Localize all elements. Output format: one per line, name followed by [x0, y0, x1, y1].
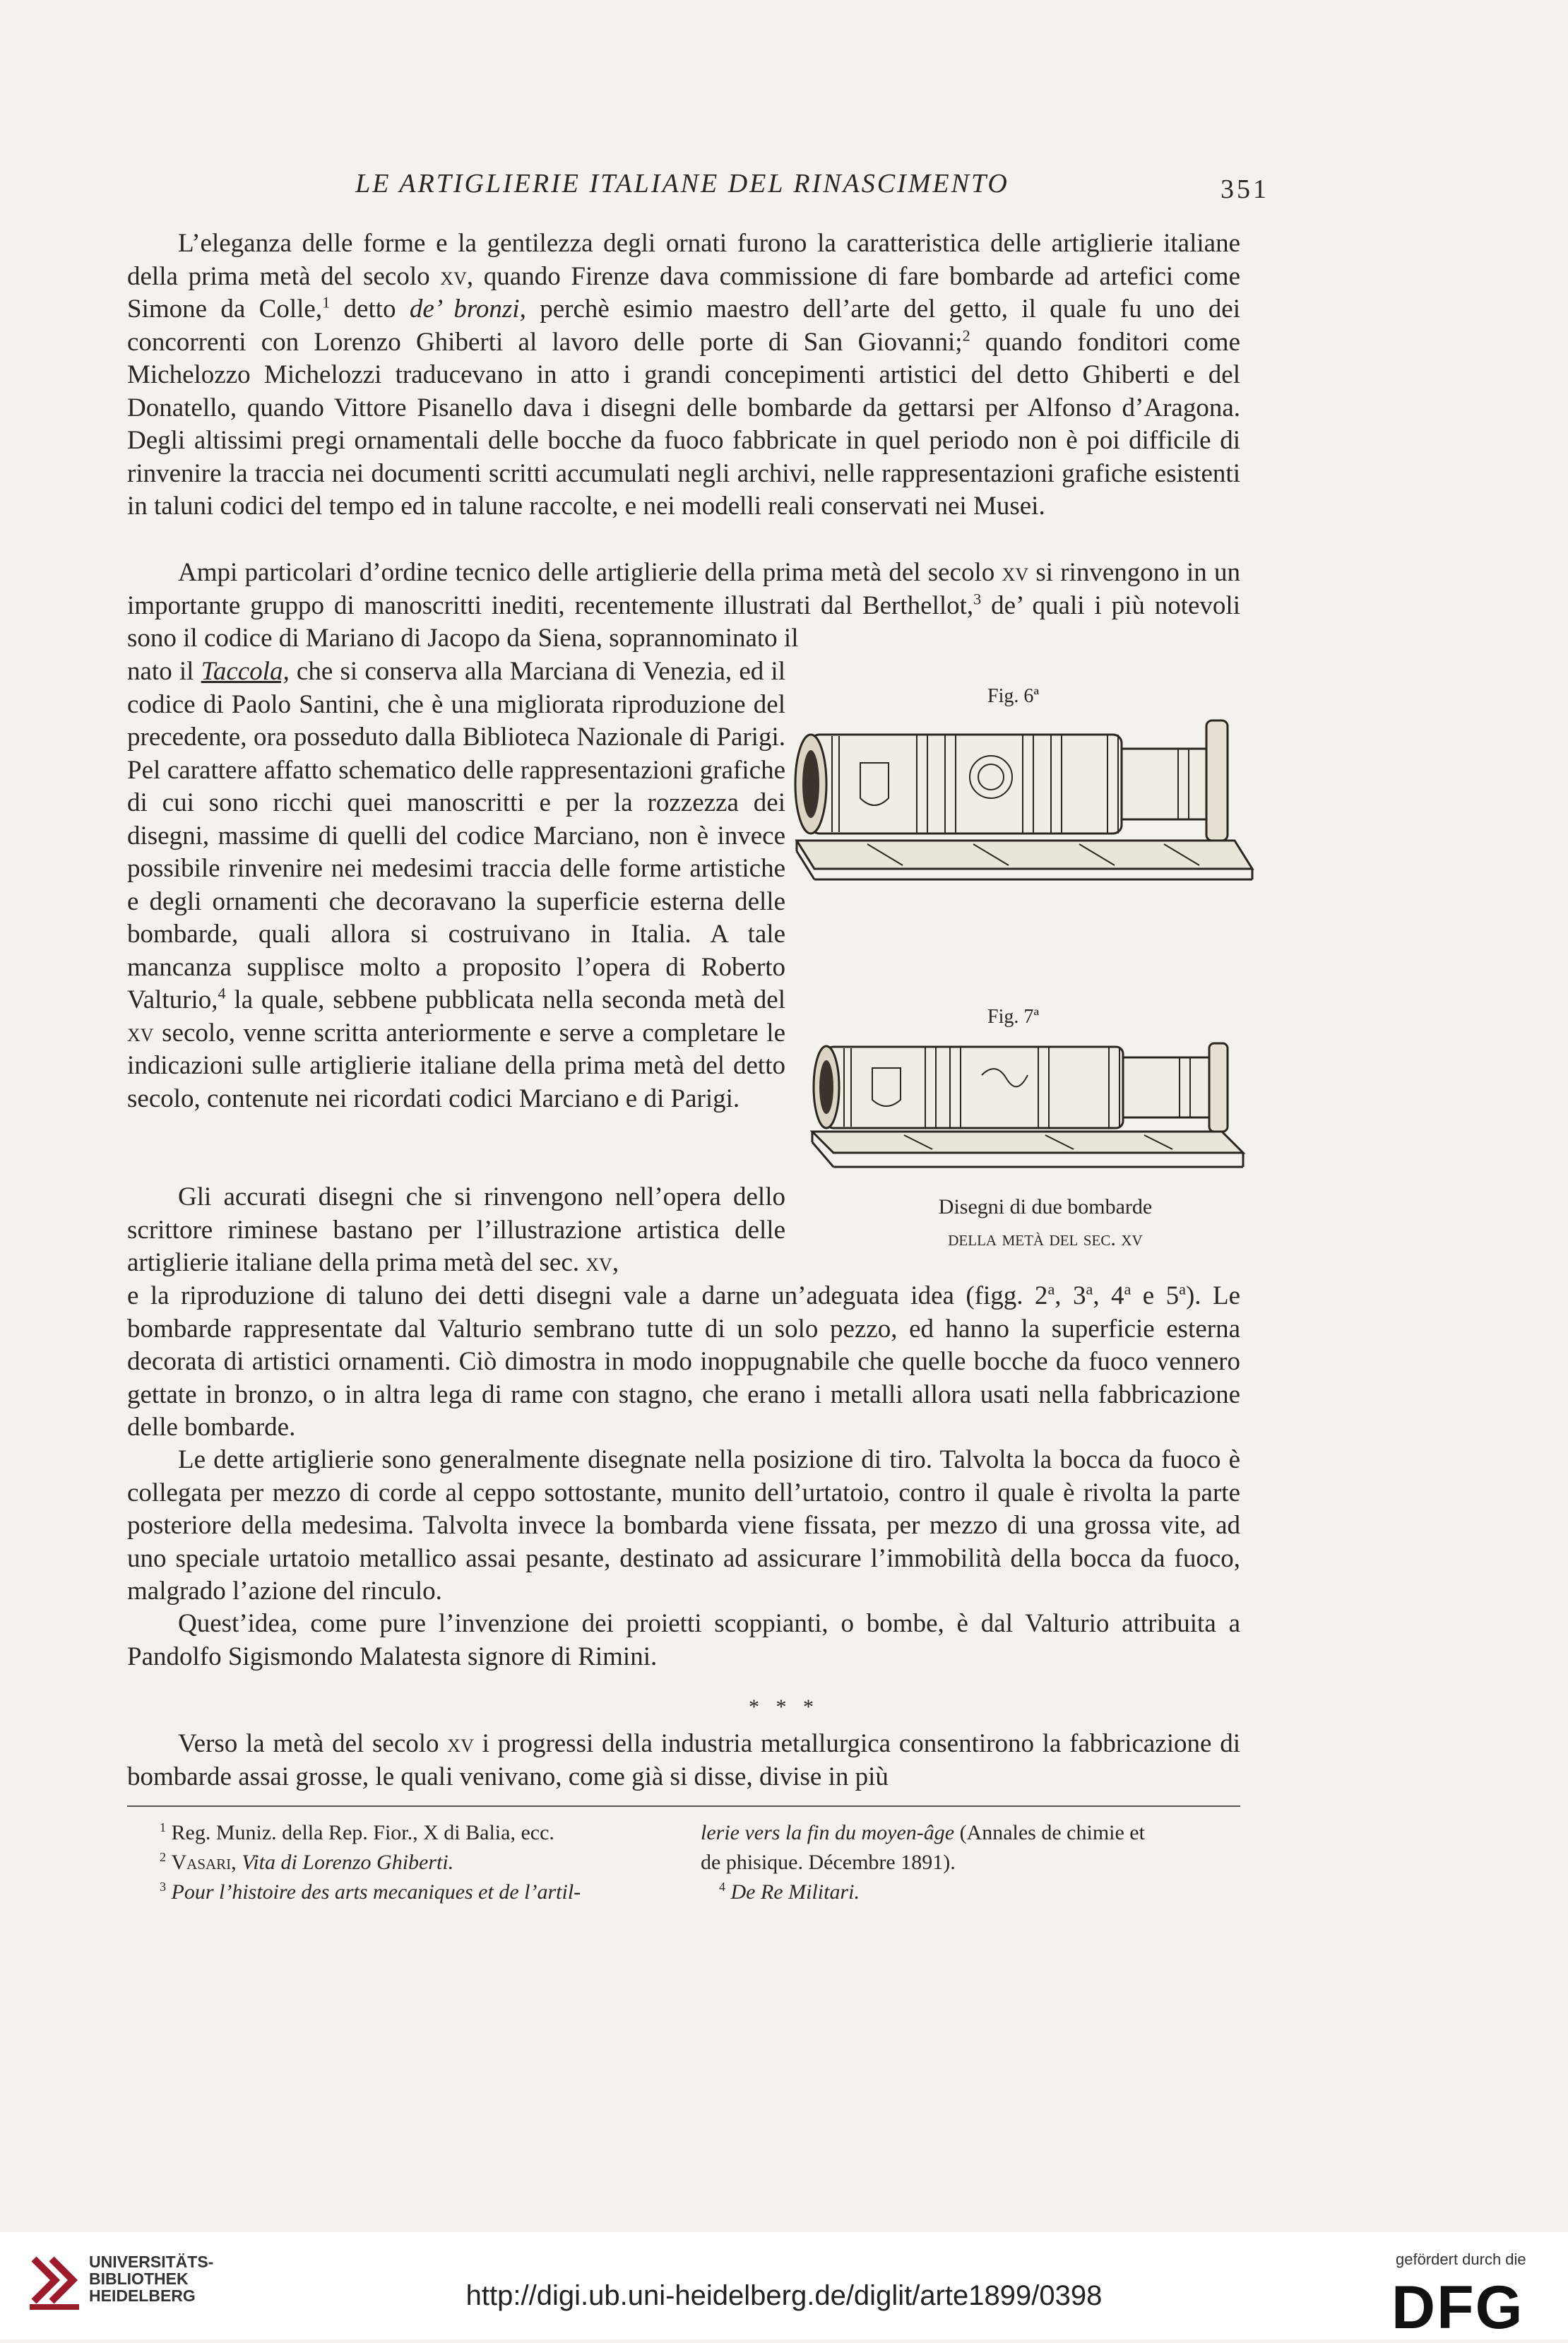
footnote-4: $^4$ De Re Militari. [719, 1880, 860, 1904]
footnote-2: $^2$ Vasari, Vita di Lorenzo Ghiberti. [160, 1850, 454, 1874]
running-head: LE ARTIGLIERIE ITALIANE DEL RINASCIMENTO [355, 169, 1009, 198]
page-number: 351 [1220, 174, 1269, 204]
footnote-ref: 4 [218, 984, 226, 1002]
section-separator: * * * [749, 1695, 819, 1719]
paragraph-3-column: Gli accurati disegni che si rinvengono nell’opera dello scrittore riminese bastano per l’illustrazione artistica delle artiglierie italiane della prima metà del sec. xv, [127, 1182, 785, 1277]
footnote-1: $^1$ Reg. Muniz. della Rep. Fior., X di Balia, ecc. [160, 1820, 554, 1844]
paragraph-6: Verso la metà del secolo xv i progressi della industria metallurgica consentirono la fabbricazione di bombarde assai grosse, le quali venivano, come già si disse, divise in più [127, 1729, 1240, 1791]
paragraph-2-intro: Ampi particolari d’ordine tecnico delle artiglierie della prima metà del secolo xv si rinvengono in un importante gruppo di manoscritti inediti, recentemente illustrati dal Berthellot,$^3$ de’ quali i più notevoli sono il codice di Mariano di Jacopo da Siena, soprannominato il [127, 558, 1240, 653]
footnote-ref: 3 [973, 590, 982, 608]
footnote-3-continued: lerie vers la fin du moyen-âge (Annales de chimie et [701, 1821, 1145, 1844]
footnote-ref: 1 [322, 293, 331, 312]
funding-note: gefördert durch die [1396, 2250, 1526, 2268]
footnote-ref: 2 [962, 326, 970, 345]
paragraph-2-column: nato il Taccola, che si conserva alla Marciana di Venezia, ed il codice di Paolo Santini, che è una migliorata riproduzione del precedente, ora posseduto dalla Biblioteca Nazionale di Parigi. Pel carattere affatto schematico delle rappresentazioni grafiche di cui sono ricchi quei manoscritti e per la rozzezza dei disegni, massime di quelli del codice Marciano, non è invece possibile rinvenire nei medesimi traccia delle forme artistiche e degli ornamenti che decoravano la superficie esterna delle bombarde, quali allora si costruivano in Italia. A tale mancanza supplisce molto a proposito l’opera di Roberto Valturio,$^4$ la quale, sebbene pubblicata nella seconda metà del xv secolo, venne scritta anteriormente e serve a completare le indicazioni sulle artiglierie italiane della prima metà del detto secolo, contenute nei ricordati codici Marciano e di Parigi. [127, 657, 785, 1113]
figure-caption: Disegni di due bombarde della metà del sec. xv [938, 1195, 1153, 1250]
library-name: UNIVERSITÄTS- BIBLIOTHEK HEIDELBERG [89, 2253, 214, 2305]
paragraph-5: Quest’idea, come pure l’invenzione dei proietti scoppianti, o bombe, è dal Valturio attribuita a Pandolfo Sigismondo Malatesta signore di Rimini. [127, 1609, 1240, 1671]
bombard-illustration-fig-6 [783, 706, 1256, 883]
dfg-logo: DFG [1391, 2274, 1524, 2342]
bombard-illustration-fig-7 [805, 1033, 1250, 1174]
paragraph-1: L’eleganza delle forme e la gentilezza degli ornati furono la caratteristica delle artiglierie italiane della prima metà del secolo xv, quando Firenze dava commissione di fare bombarde ad artefici come Simone da Colle,$^1$ detto de’ bronzi, perchè esimio maestro dell’arte del getto, il quale fu uno dei concorrenti con Lorenzo Ghiberti al lavoro delle porte di San Giovanni;$^2$ quando fonditori come Michelozzo Michelozzi traducevano in atto i grandi concepimenti artistici del detto Ghiberti e del Donatello, quando Vittore Pisanello dava i disegni delle bombarde da gettarsi per Alfonso d’Aragona. Degli altissimi pregi ornamentali delle bocche da fuoco fabbricate in quel periodo non è poi difficile di rinvenire la traccia nei documenti scritti accumulati negli archivi, nelle rappresentazioni grafiche esistenti in taluni codici del tempo ed in talune raccolte, e nei modelli reali conservati nei Musei. [127, 229, 1240, 521]
fig-7-label: Fig. 7ª [987, 1006, 1040, 1028]
source-url-link[interactable]: http://digi.ub.uni-heidelberg.de/diglit/arte1899/0398 [465, 2280, 1103, 2311]
paragraph-3: e la riproduzione di taluno dei detti disegni vale a darne un’adeguata idea (figg. 2$^a$, 3$^a$, 4$^a$ e 5$^a$). Le bombarde rappresentate dal Valturio sembrano tutte di un solo pezzo, ed hanno la superficie esterna decorata di artistici ornamenti. Ciò dimostra in modo inoppugnabile che quelle bocche da fuoco vennero gettate in bronzo, o in altra lega di rame con stagno, che erano i metalli allora usati nella fabbricazione delle bombarde. [127, 1280, 1240, 1442]
footnote-3: $^3$ Pour l’histoire des arts mecaniques et de l’artil- [160, 1880, 581, 1904]
footnote-3-end: de phisique. Décembre 1891). [701, 1851, 956, 1874]
footnote-rule [127, 1805, 1240, 1807]
digitization-footer [0, 2232, 1568, 2342]
paragraph-4: Le dette artiglierie sono generalmente disegnate nella posizione di tiro. Talvolta la bocca da fuoco è collegata per mezzo di corde al ceppo sottostante, munito dell’urtatoio, contro il quale è rivolta la parte posteriore della medesima. Talvolta invece la bombarda viene fissata, per mezzo di una grossa vite, ad uno speciale urtatoio metallico assai pesante, destinato ad assicurare l’immobilità della bocca da fuoco, malgrado l’azione del rinculo. [127, 1445, 1240, 1606]
fig-6-label: Fig. 6ª [987, 685, 1040, 707]
